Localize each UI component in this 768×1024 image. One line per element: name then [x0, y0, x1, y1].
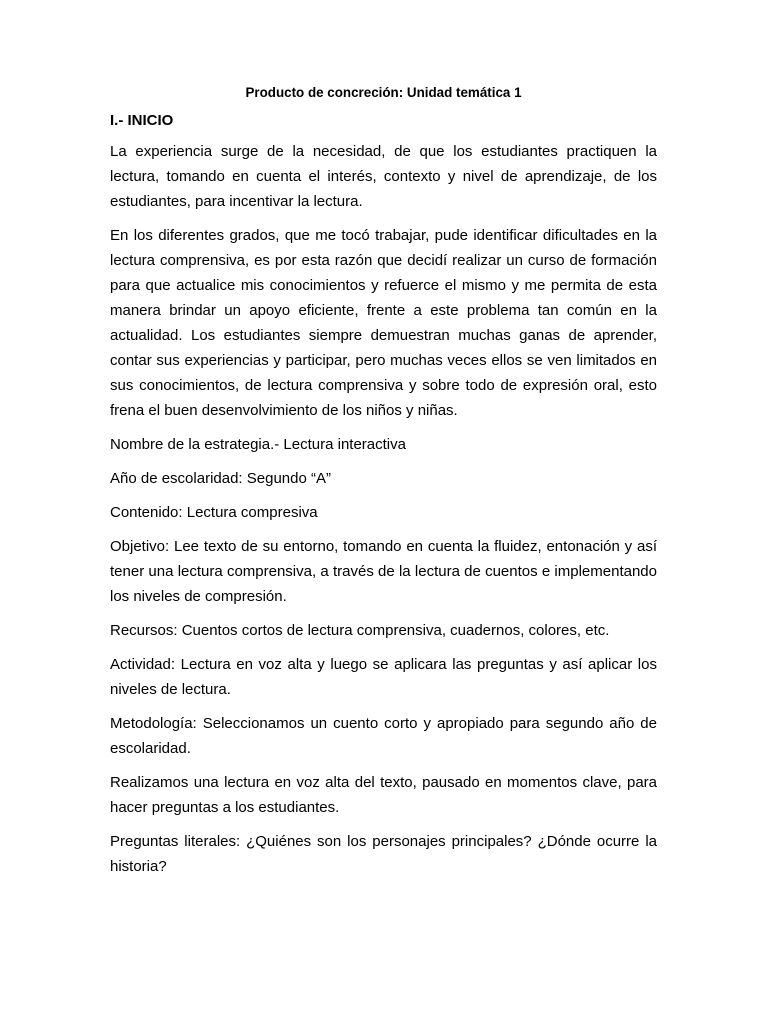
school-year: Año de escolaridad: Segundo “A” — [110, 470, 331, 487]
document-title: Producto de concreción: Unidad temática 1 — [245, 85, 522, 100]
literal-questions-paragraph: Preguntas literales: ¿Quiénes son los personajes principales? ¿Dónde ocurre la historia? — [110, 833, 657, 875]
strategy-name: Nombre de la estrategia.- Lectura interactiva — [110, 436, 406, 453]
paragraph-context: En los diferentes grados, que me tocó trabajar, pude identificar dificultades en la lectura comprensiva, es por esta razón que decidí realizar un curso de formación para que actualice mis conocimientos y refuerce el mismo y me permita de esta manera brindar un apoyo eficiente, frente a este problema tan común en la actualidad. Los estudiantes siempre demuestran muchas ganas de aprender, contar sus experiencias y participar, pero muchas veces ellos se ven limitados en sus conocimientos, de lectura comprensiva y sobre todo de expresión oral, esto frena el buen desenvolvimiento de los niños y niñas. — [110, 227, 657, 419]
objective-paragraph: Objetivo: Lee texto de su entorno, tomando en cuenta la fluidez, entonación y así tener una lectura comprensiva, a través de la lectura de cuentos e implementando los niveles de compresión. — [110, 538, 657, 605]
activity-paragraph: Actividad: Lectura en voz alta y luego se aplicara las preguntas y así aplicar los niveles de lectura. — [110, 656, 657, 698]
content-line: Contenido: Lectura compresiva — [110, 504, 318, 521]
document-page — [110, 84, 657, 888]
reading-paragraph: Realizamos una lectura en voz alta del texto, pausado en momentos clave, para hacer preguntas a los estudiantes. — [110, 774, 657, 816]
methodology-paragraph: Metodología: Seleccionamos un cuento corto y apropiado para segundo año de escolaridad. — [110, 715, 657, 757]
resources-line: Recursos: Cuentos cortos de lectura comprensiva, cuadernos, colores, etc. — [110, 622, 610, 639]
section-heading: I.- INICIO — [110, 112, 174, 129]
paragraph-intro: La experiencia surge de la necesidad, de que los estudiantes practiquen la lectura, tomando en cuenta el interés, contexto y nivel de aprendizaje, de los estudiantes, para incentivar la lectura. — [110, 143, 657, 210]
